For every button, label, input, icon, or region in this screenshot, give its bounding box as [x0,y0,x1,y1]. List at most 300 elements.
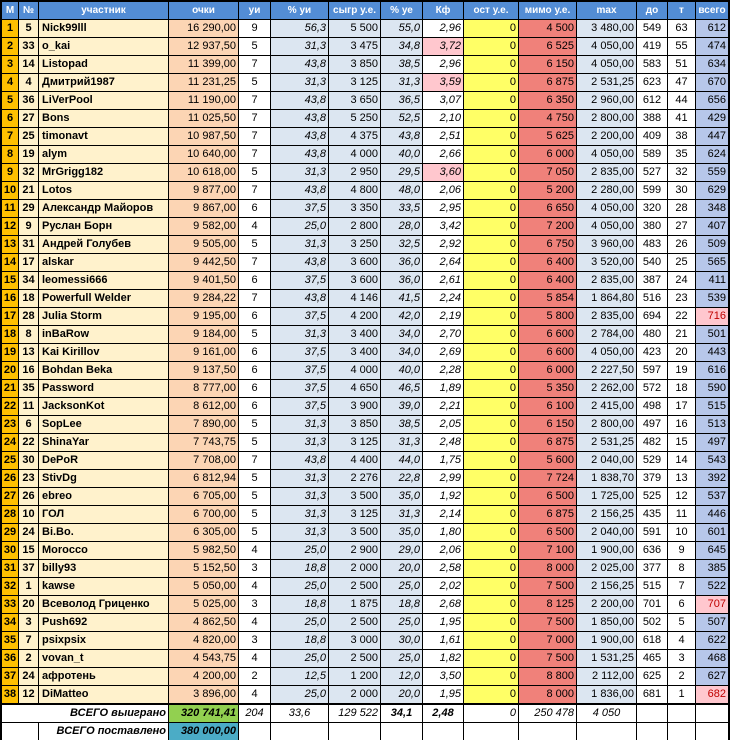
cell-miss: 6 650 [519,200,576,217]
cell-rank: 11 [2,200,18,217]
cell-t: 20 [668,344,695,361]
cell-pct-ye: 52,5 [381,110,422,127]
cell-participant: DePoR [39,452,168,469]
cell-do: 681 [637,686,667,703]
cell-num: 34 [19,272,38,289]
cell-rest: 0 [464,398,518,415]
cell-participant: Всеволод Гриценко [39,596,168,613]
cell-rest: 0 [464,416,518,433]
cell-rest: 0 [464,668,518,685]
header-max: max [577,2,636,19]
cell-miss: 6 150 [519,56,576,73]
cell-pct-ye: 40,0 [381,362,422,379]
cell-do: 482 [637,434,667,451]
cell-points: 4 543,75 [169,650,238,667]
cell-num: 21 [19,182,38,199]
cell-points: 4 820,00 [169,632,238,649]
cell-played: 2 500 [329,650,380,667]
cell-max: 2 040,00 [577,452,636,469]
header-t: т [668,2,695,19]
cell-points: 9 195,00 [169,308,238,325]
cell-participant: StivDg [39,470,168,487]
cell-max: 2 200,00 [577,596,636,613]
header-rest: ост у.е. [464,2,518,19]
cell-pct-ye: 31,3 [381,434,422,451]
cell-miss: 4 500 [519,20,576,37]
cell-pct-ye: 20,0 [381,686,422,703]
cell-t: 28 [668,200,695,217]
cell-pct-ui: 25,0 [271,218,328,235]
cell-kf: 2,24 [423,290,463,307]
cell-num: 15 [19,542,38,559]
cell-played: 2 950 [329,164,380,181]
cell-pct-ye: 39,0 [381,398,422,415]
cell-max: 2 960,00 [577,92,636,109]
total-won-label: ВСЕГО выиграно [19,705,168,722]
cell-rank: 33 [2,596,18,613]
cell-miss: 5 350 [519,380,576,397]
cell-total: 497 [696,434,728,451]
cell-participant: Powerfull Welder [39,290,168,307]
cell-points: 9 184,00 [169,326,238,343]
total-won-value: 320 741,41 [169,705,238,722]
cell-participant: Александр Майоров [39,200,168,217]
cell-participant: Bons [39,110,168,127]
cell-participant: JacksonKot [39,398,168,415]
cell-pct-ui: 37,5 [271,380,328,397]
cell-kf: 2,70 [423,326,463,343]
cell-max: 3 520,00 [577,254,636,271]
cell-num: 32 [19,164,38,181]
footer-sum-miss: 250 478 [519,705,576,722]
cell-participant: Lotos [39,182,168,199]
cell-num: 7 [19,632,38,649]
cell-ui: 7 [239,254,270,271]
cell-played: 3 500 [329,524,380,541]
cell-total: 522 [696,578,728,595]
cell-rank: 4 [2,74,18,91]
cell-num: 36 [19,92,38,109]
cell-t: 21 [668,326,695,343]
cell-rest: 0 [464,506,518,523]
cell-total: 612 [696,20,728,37]
cell-played: 4 200 [329,308,380,325]
cell-num: 35 [19,380,38,397]
cell-ui: 5 [239,164,270,181]
cell-total: 515 [696,398,728,415]
cell-points: 5 025,00 [169,596,238,613]
cell-do: 625 [637,668,667,685]
cell-played: 3 475 [329,38,380,55]
cell-points: 7 708,00 [169,452,238,469]
cell-ui: 7 [239,452,270,469]
cell-rest: 0 [464,596,518,613]
cell-participant: alskar [39,254,168,271]
cell-ui: 5 [239,74,270,91]
cell-miss: 6 000 [519,146,576,163]
cell-kf: 3,07 [423,92,463,109]
cell-rank: 37 [2,668,18,685]
cell-participant: ebreo [39,488,168,505]
cell-t: 27 [668,218,695,235]
cell-participant: Password [39,380,168,397]
cell-max: 2 262,00 [577,380,636,397]
cell-total: 543 [696,452,728,469]
cell-played: 1 200 [329,668,380,685]
cell-max: 2 835,00 [577,308,636,325]
cell-total: 348 [696,200,728,217]
cell-points: 9 505,00 [169,236,238,253]
total-staked-value: 380 000,00 [169,723,238,740]
cell-do: 497 [637,416,667,433]
cell-num: 37 [19,560,38,577]
cell-points: 4 862,50 [169,614,238,631]
cell-rank: 1 [2,20,18,37]
cell-pct-ui: 43,8 [271,290,328,307]
cell-points: 9 582,00 [169,218,238,235]
cell-pct-ui: 43,8 [271,452,328,469]
cell-do: 377 [637,560,667,577]
cell-kf: 1,61 [423,632,463,649]
cell-kf: 2,51 [423,128,463,145]
cell-rank: 10 [2,182,18,199]
cell-ui: 4 [239,218,270,235]
cell-total: 443 [696,344,728,361]
cell-played: 2 500 [329,614,380,631]
cell-pct-ui: 31,3 [271,488,328,505]
cell-points: 16 290,00 [169,20,238,37]
cell-t: 55 [668,38,695,55]
cell-played: 4 000 [329,362,380,379]
cell-num: 31 [19,236,38,253]
cell-t: 19 [668,362,695,379]
cell-points: 8 612,00 [169,398,238,415]
footer-spacer-2 [2,723,38,740]
cell-max: 2 531,25 [577,434,636,451]
cell-ui: 5 [239,416,270,433]
cell-t: 23 [668,290,695,307]
cell-total: 565 [696,254,728,271]
cell-rank: 8 [2,146,18,163]
cell-num: 28 [19,308,38,325]
cell-kf: 2,61 [423,272,463,289]
cell-played: 3 400 [329,326,380,343]
cell-points: 9 867,00 [169,200,238,217]
cell-max: 3 480,00 [577,20,636,37]
cell-ui: 6 [239,308,270,325]
cell-max: 1 900,00 [577,542,636,559]
cell-rank: 34 [2,614,18,631]
cell-participant: psixpsix [39,632,168,649]
cell-do: 380 [637,218,667,235]
cell-participant: Bohdan Beka [39,362,168,379]
cell-total: 474 [696,38,728,55]
cell-t: 7 [668,578,695,595]
cell-pct-ye: 34,8 [381,38,422,55]
cell-t: 32 [668,164,695,181]
cell-pct-ye: 55,0 [381,20,422,37]
cell-kf: 1,92 [423,488,463,505]
cell-num: 8 [19,326,38,343]
cell-kf: 2,02 [423,578,463,595]
cell-total: 447 [696,128,728,145]
cell-kf: 1,75 [423,452,463,469]
cell-max: 4 050,00 [577,344,636,361]
cell-miss: 7 500 [519,614,576,631]
cell-ui: 5 [239,488,270,505]
cell-miss: 6 350 [519,92,576,109]
cell-participant: Андрей Голубев [39,236,168,253]
footer-sum-played: 129 522 [329,705,380,722]
cell-pct-ui: 43,8 [271,146,328,163]
cell-rank: 6 [2,110,18,127]
cell-pct-ye: 35,0 [381,488,422,505]
cell-rank: 9 [2,164,18,181]
footer-avg-pct-ye: 34,1 [381,705,422,722]
cell-t: 4 [668,632,695,649]
cell-rank: 20 [2,362,18,379]
cell-rank: 7 [2,128,18,145]
cell-kf: 3,72 [423,38,463,55]
cell-rest: 0 [464,20,518,37]
cell-played: 3 850 [329,416,380,433]
cell-max: 2 156,25 [577,506,636,523]
cell-max: 2 800,00 [577,110,636,127]
cell-pct-ui: 31,3 [271,236,328,253]
cell-do: 701 [637,596,667,613]
cell-do: 465 [637,650,667,667]
cell-rank: 30 [2,542,18,559]
cell-participant: Julia Storm [39,308,168,325]
cell-pct-ui: 43,8 [271,92,328,109]
cell-ui: 5 [239,38,270,55]
cell-total: 537 [696,488,728,505]
cell-num: 33 [19,38,38,55]
cell-max: 2 227,50 [577,362,636,379]
cell-miss: 6 500 [519,488,576,505]
cell-num: 30 [19,452,38,469]
cell-max: 4 050,00 [577,146,636,163]
cell-max: 1 900,00 [577,632,636,649]
cell-pct-ye: 38,5 [381,56,422,73]
cell-t: 5 [668,614,695,631]
cell-rank: 35 [2,632,18,649]
cell-num: 24 [19,524,38,541]
cell-miss: 6 750 [519,236,576,253]
footer-empty-do [637,723,667,740]
cell-rest: 0 [464,650,518,667]
cell-participant: leomessi666 [39,272,168,289]
cell-pct-ye: 35,0 [381,524,422,541]
cell-rest: 0 [464,434,518,451]
cell-ui: 3 [239,560,270,577]
cell-rank: 31 [2,560,18,577]
cell-pct-ui: 25,0 [271,686,328,703]
cell-points: 11 025,50 [169,110,238,127]
cell-kf: 2,14 [423,506,463,523]
cell-do: 527 [637,164,667,181]
cell-points: 9 137,50 [169,362,238,379]
cell-ui: 9 [239,20,270,37]
cell-num: 4 [19,74,38,91]
cell-participant: Bi.Bo. [39,524,168,541]
cell-max: 1 838,70 [577,470,636,487]
cell-miss: 7 500 [519,578,576,595]
cell-points: 6 700,00 [169,506,238,523]
cell-points: 7 743,75 [169,434,238,451]
cell-miss: 8 125 [519,596,576,613]
cell-rank: 38 [2,686,18,703]
cell-ui: 4 [239,650,270,667]
cell-rest: 0 [464,236,518,253]
cell-total: 627 [696,668,728,685]
cell-pct-ye: 31,3 [381,74,422,91]
cell-rest: 0 [464,146,518,163]
cell-ui: 3 [239,632,270,649]
cell-pct-ye: 36,0 [381,254,422,271]
cell-played: 3 350 [329,200,380,217]
cell-rest: 0 [464,308,518,325]
cell-do: 572 [637,380,667,397]
cell-miss: 6 400 [519,272,576,289]
cell-points: 9 401,50 [169,272,238,289]
cell-kf: 3,60 [423,164,463,181]
cell-participant: DiMatteo [39,686,168,703]
cell-max: 2 040,00 [577,524,636,541]
cell-num: 29 [19,200,38,217]
header-miss: мимо у.е. [519,2,576,19]
cell-miss: 8 000 [519,560,576,577]
cell-t: 14 [668,452,695,469]
cell-rest: 0 [464,218,518,235]
cell-miss: 6 525 [519,38,576,55]
cell-pct-ye: 25,0 [381,614,422,631]
cell-points: 3 896,00 [169,686,238,703]
cell-rest: 0 [464,632,518,649]
cell-ui: 5 [239,434,270,451]
cell-rest: 0 [464,380,518,397]
cell-max: 2 280,00 [577,182,636,199]
cell-total: 601 [696,524,728,541]
cell-played: 5 500 [329,20,380,37]
cell-played: 3 250 [329,236,380,253]
cell-miss: 6 100 [519,398,576,415]
cell-t: 22 [668,308,695,325]
cell-rank: 13 [2,236,18,253]
header-rank: М [2,2,18,19]
cell-t: 15 [668,434,695,451]
cell-ui: 6 [239,344,270,361]
footer-empty-miss [519,723,576,740]
cell-num: 27 [19,110,38,127]
cell-t: 9 [668,542,695,559]
footer-sum-ui: 204 [239,705,270,722]
cell-rest: 0 [464,56,518,73]
cell-max: 2 025,00 [577,560,636,577]
cell-points: 5 982,50 [169,542,238,559]
footer-empty-rest [464,723,518,740]
cell-points: 5 050,00 [169,578,238,595]
cell-t: 44 [668,92,695,109]
cell-do: 540 [637,254,667,271]
cell-t: 13 [668,470,695,487]
cell-do: 636 [637,542,667,559]
cell-played: 2 000 [329,686,380,703]
cell-participant: ShinaYar [39,434,168,451]
footer-max-value: 4 050 [577,705,636,722]
header-played: сыгр у.е. [329,2,380,19]
cell-points: 9 877,00 [169,182,238,199]
cell-kf: 2,06 [423,182,463,199]
cell-played: 3 500 [329,488,380,505]
cell-num: 16 [19,362,38,379]
cell-rank: 25 [2,452,18,469]
cell-rest: 0 [464,182,518,199]
cell-ui: 5 [239,470,270,487]
cell-do: 623 [637,74,667,91]
cell-ui: 5 [239,506,270,523]
cell-rank: 12 [2,218,18,235]
cell-kf: 2,48 [423,434,463,451]
cell-num: 6 [19,416,38,433]
cell-t: 12 [668,488,695,505]
cell-rank: 17 [2,308,18,325]
cell-pct-ui: 18,8 [271,596,328,613]
cell-max: 1 864,80 [577,290,636,307]
cell-num: 23 [19,470,38,487]
cell-t: 26 [668,236,695,253]
cell-points: 11 231,25 [169,74,238,91]
cell-kf: 3,42 [423,218,463,235]
cell-ui: 7 [239,128,270,145]
cell-t: 2 [668,668,695,685]
cell-total: 716 [696,308,728,325]
cell-total: 539 [696,290,728,307]
cell-total: 385 [696,560,728,577]
cell-miss: 6 500 [519,524,576,541]
cell-points: 6 705,00 [169,488,238,505]
cell-do: 525 [637,488,667,505]
cell-kf: 2,10 [423,110,463,127]
cell-participant: billy93 [39,560,168,577]
cell-t: 63 [668,20,695,37]
cell-max: 3 960,00 [577,236,636,253]
cell-pct-ye: 40,0 [381,146,422,163]
cell-max: 1 531,25 [577,650,636,667]
cell-t: 35 [668,146,695,163]
cell-kf: 2,19 [423,308,463,325]
footer-empty-pct-ye [381,723,422,740]
cell-kf: 2,05 [423,416,463,433]
cell-do: 597 [637,362,667,379]
cell-num: 5 [19,20,38,37]
cell-t: 3 [668,650,695,667]
cell-do: 423 [637,344,667,361]
cell-do: 419 [637,38,667,55]
cell-do: 612 [637,92,667,109]
cell-max: 2 531,25 [577,74,636,91]
header-kf: Кф [423,2,463,19]
cell-do: 435 [637,506,667,523]
cell-played: 2 900 [329,542,380,559]
cell-t: 24 [668,272,695,289]
cell-played: 3 125 [329,74,380,91]
cell-points: 10 618,00 [169,164,238,181]
cell-ui: 7 [239,290,270,307]
cell-rank: 15 [2,272,18,289]
cell-pct-ui: 43,8 [271,128,328,145]
cell-played: 4 000 [329,146,380,163]
